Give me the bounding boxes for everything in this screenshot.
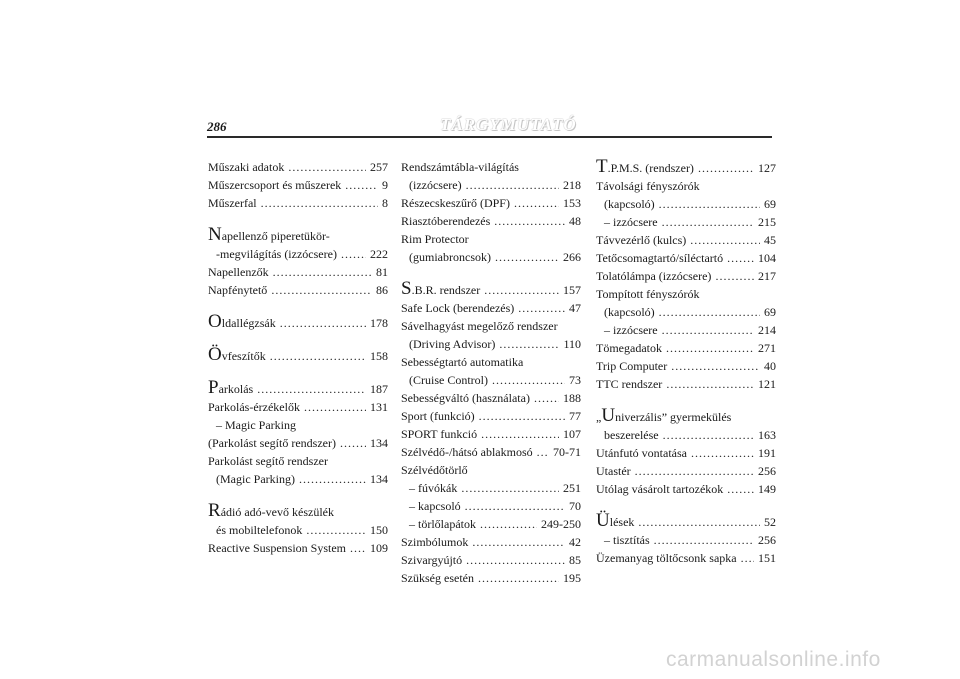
index-entry: (Magic Parking) . . . 134 bbox=[208, 470, 388, 488]
index-entry: Reactive Suspension System . . . 109 bbox=[208, 539, 388, 557]
section-initial: S bbox=[401, 278, 412, 299]
index-entry: Napfénytető . . . 86 bbox=[208, 281, 388, 299]
index-entry: – fúvókák . . . 251 bbox=[401, 479, 581, 497]
index-column-1 bbox=[208, 158, 388, 557]
index-entry: – Magic Parking bbox=[216, 418, 296, 432]
index-entry-section-start: Napellenző piperetükör- bbox=[208, 224, 330, 245]
section-initial: Ü bbox=[596, 510, 610, 531]
index-entry: Rendszámtábla-világítás bbox=[401, 160, 519, 174]
index-entry-section-start: Övfeszítők . . . 158 bbox=[208, 346, 388, 365]
index-entry-section-start: „Univerzális” gyermekülés bbox=[596, 405, 732, 426]
index-entry: Tolatólámpa (izzócsere) . . . 217 bbox=[596, 267, 776, 285]
index-entry: – kapcsoló . . . 70 bbox=[401, 497, 581, 515]
index-entry: Utastér . . . 256 bbox=[596, 462, 776, 480]
section-initial: U bbox=[601, 405, 616, 426]
index-entry: – tisztítás . . . 256 bbox=[596, 531, 776, 549]
index-entry: -megvilágítás (izzócsere) . . . 222 bbox=[208, 245, 388, 263]
index-entry: Parkolást segítő rendszer bbox=[208, 454, 328, 468]
index-entry: Tömegadatok . . . 271 bbox=[596, 339, 776, 357]
watermark-text: carmanualsonline.info bbox=[666, 648, 881, 671]
index-entry: (Cruise Control) . . . 73 bbox=[401, 371, 581, 389]
index-entry: Távvezérlő (kulcs) . . . 45 bbox=[596, 231, 776, 249]
index-entry: (Parkolást segítő rendszer) . . . 134 bbox=[208, 434, 388, 452]
index-entry: Sebességváltó (használata) . . . 188 bbox=[401, 389, 581, 407]
index-entry: Utánfutó vontatása . . . 191 bbox=[596, 444, 776, 462]
section-initial: N bbox=[208, 224, 222, 245]
index-entry: Részecskeszűrő (DPF) . . . 153 bbox=[401, 194, 581, 212]
header-divider bbox=[207, 136, 772, 138]
index-entry: Rim Protector bbox=[401, 232, 469, 246]
section-initial: T bbox=[596, 156, 608, 177]
index-entry: Sport (funkció) . . . 77 bbox=[401, 407, 581, 425]
index-entry: Szükség esetén . . . 195 bbox=[401, 569, 581, 587]
index-entry-section-start: Ülések . . . 52 bbox=[596, 512, 776, 531]
index-entry: és mobiltelefonok . . . 150 bbox=[208, 521, 388, 539]
index-entry: Műszaki adatok . . . 257 bbox=[208, 158, 388, 176]
index-entry: Utólag vásárolt tartozékok . . . 149 bbox=[596, 480, 776, 498]
section-initial: R bbox=[208, 500, 221, 521]
index-entry: – törlőlapátok . . . 249-250 bbox=[401, 515, 581, 533]
index-entry: Tetőcsomagtartó/síléctartó . . . 104 bbox=[596, 249, 776, 267]
index-entry: Safe Lock (berendezés) . . . 47 bbox=[401, 299, 581, 317]
index-entry: Riasztóberendezés . . . 48 bbox=[401, 212, 581, 230]
index-entry: (kapcsoló) . . . 69 bbox=[596, 303, 776, 321]
index-entry: Műszerfal . . . 8 bbox=[208, 194, 388, 212]
page-title: TÁRGYMUTATÓ bbox=[440, 115, 577, 134]
index-column-3 bbox=[596, 158, 776, 567]
index-entry: Távolsági fényszórók bbox=[596, 179, 700, 193]
index-entry-section-start: T.P.M.S. (rendszer) . . . 127 bbox=[596, 158, 776, 177]
index-entry-section-start: Parkolás . . . 187 bbox=[208, 379, 388, 398]
index-entry: beszerelése . . . 163 bbox=[596, 426, 776, 444]
index-entry: Parkolás-érzékelők . . . 131 bbox=[208, 398, 388, 416]
index-entry: (Driving Advisor) . . . 110 bbox=[401, 335, 581, 353]
index-entry: Trip Computer . . . 40 bbox=[596, 357, 776, 375]
index-entry: Tompított fényszórók bbox=[596, 287, 700, 301]
index-entry: Műszercsoport és műszerek . . . 9 bbox=[208, 176, 388, 194]
index-entry: Szélvédőtörlő bbox=[401, 463, 468, 477]
index-entry-section-start: S.B.R. rendszer . . . 157 bbox=[401, 280, 581, 299]
index-entry: Szivargyújtó . . . 85 bbox=[401, 551, 581, 569]
index-entry: – izzócsere . . . 215 bbox=[596, 213, 776, 231]
index-entry-section-start: Rádió adó-vevő készülék bbox=[208, 500, 334, 521]
section-initial: P bbox=[208, 377, 219, 398]
section-initial: O bbox=[208, 311, 222, 332]
index-entry: Napellenzők . . . 81 bbox=[208, 263, 388, 281]
index-entry: SPORT funkció . . . 107 bbox=[401, 425, 581, 443]
index-entry: TTC rendszer . . . 121 bbox=[596, 375, 776, 393]
index-entry: Üzemanyag töltőcsonk sapka . . . 151 bbox=[596, 549, 776, 567]
index-entry: Sávelhagyást megelőző rendszer bbox=[401, 319, 558, 333]
index-entry: Sebességtartó automatika bbox=[401, 355, 524, 369]
index-entry: Szélvédő-/hátsó ablakmosó . . . 70-71 bbox=[401, 443, 581, 461]
index-entry: (kapcsoló) . . . 69 bbox=[596, 195, 776, 213]
index-entry-section-start: Oldallégzsák . . . 178 bbox=[208, 313, 388, 332]
index-entry: Szimbólumok . . . 42 bbox=[401, 533, 581, 551]
section-initial: Ö bbox=[208, 344, 222, 365]
index-entry: (gumiabroncsok) . . . 266 bbox=[401, 248, 581, 266]
index-column-2 bbox=[401, 158, 581, 587]
index-entry: (izzócsere) . . . 218 bbox=[401, 176, 581, 194]
page-number: 286 bbox=[207, 119, 227, 134]
index-entry: – izzócsere . . . 214 bbox=[596, 321, 776, 339]
